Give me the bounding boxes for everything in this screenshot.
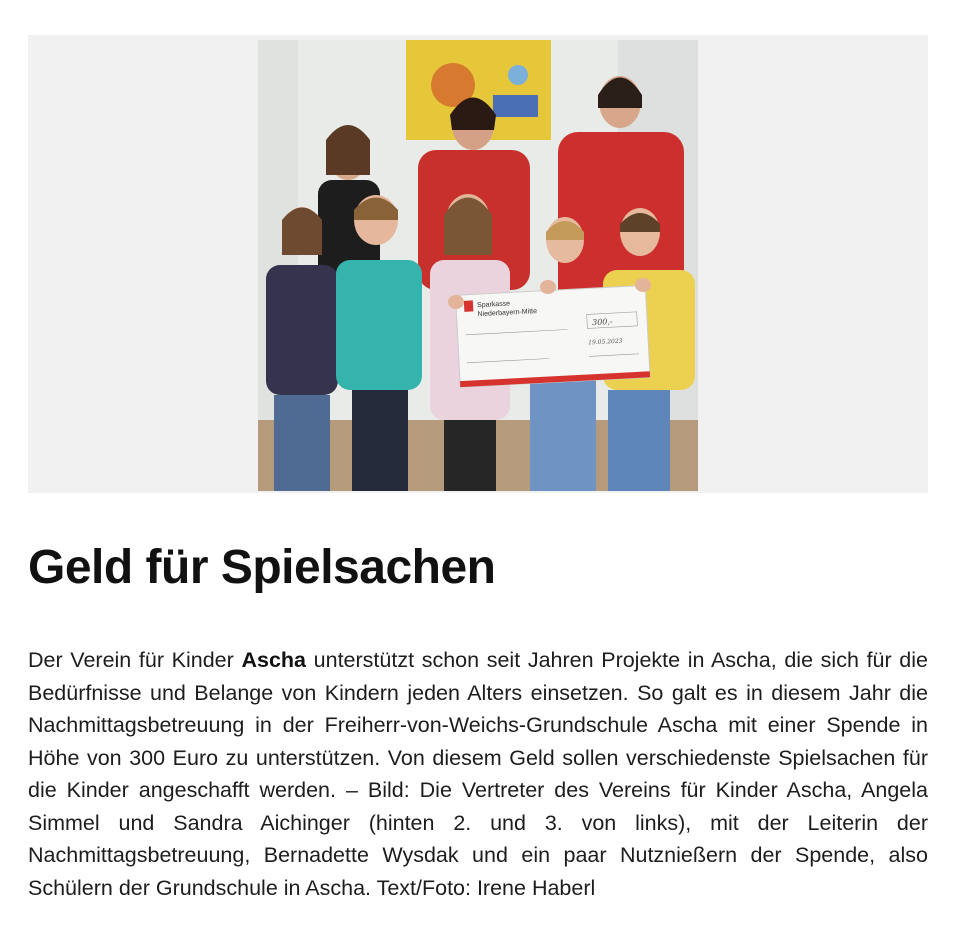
article-body-text: unterstützt schon seit Jahren Projekte in Ascha, die sich für die Bedürfnisse und Belange von Kindern jeden Alters einsetzen. So galt es in diesem Jahr die Nachmittagsbetreuung in der Freiherr-von-Weichs-Grundschule Ascha mit einer Spende in Höhe von 300 Euro zu unterstützen. Von diesem Geld sollen verschiedenste Spielsachen für die Kinder angeschafft werden. – Bild: Die Vertreter des Vereins für Kinder Ascha, Angela Simmel und Sandra Aichinger (hinten 2. und 3. von links), mit der Leiterin der Nachmittagsbetreuung, Bernadette Wysdak und ein paar Nutznießern der Spende, also Schülern der Grundschule in Ascha. Text/Foto: Irene Haberl (28, 648, 928, 900)
cheque-amount: 300,- (591, 317, 613, 328)
photo-frame (28, 35, 928, 493)
article-photo (258, 40, 698, 491)
article-headline: Geld für Spielsachen (28, 541, 496, 594)
article-body-intro: Der Verein für Kinder (28, 648, 242, 672)
cheque-date: 19.05.2023 (588, 337, 623, 347)
article-body-location: Ascha (241, 648, 307, 672)
article-body (28, 644, 928, 904)
cheque (456, 285, 651, 387)
group-photo-illustration (258, 40, 698, 491)
cheque-bank-name: Sparkasse (476, 300, 511, 310)
cheque-bank-branch: Niederbayern-Mitte (477, 308, 538, 319)
